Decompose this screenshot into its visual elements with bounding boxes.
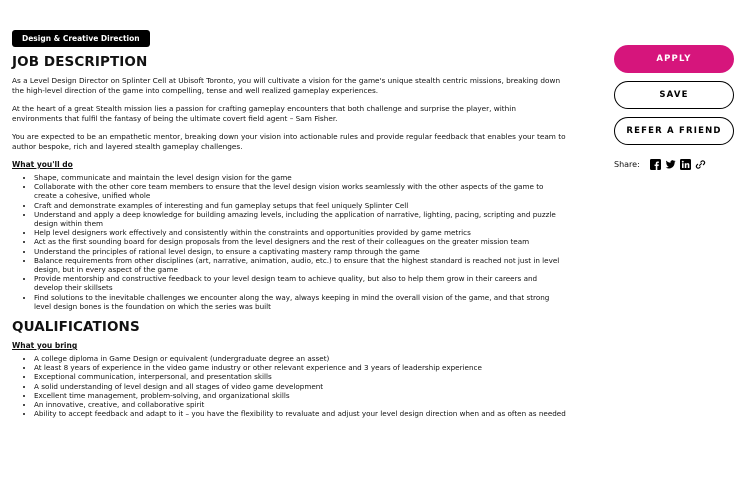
list-item: • Excellent time management, problem-solving, and organizational skills (34, 391, 567, 400)
list-item: • Balance requirements from other disciplines (art, narrative, animation, audio, etc.) to ensure that the highest standard is reached not just in level design, but in every aspect of the game (34, 256, 567, 274)
list-item: • Provide mentorship and constructive feedback to your level design team to achieve quality, but also to help them grow in their careers and develop their skillsets (34, 274, 567, 292)
list-item: • Act as the first sounding board for design proposals from the level designers and the rest of their colleagues on the greater mission team (34, 237, 567, 246)
list-item: • Find solutions to the inevitable challenges we encounter along the way, always keeping in mind the overall vision of the game, and that strong level design bones is the foundation on which the series was built (34, 293, 567, 311)
what-youll-do-subhead: What you'll do (12, 160, 73, 169)
refer-a-friend-button[interactable]: REFER A FRIEND (614, 117, 734, 145)
responsibilities-list (12, 173, 567, 311)
facebook-icon[interactable] (650, 159, 661, 170)
list-item: • At least 8 years of experience in the video game industry or other relevant experience and 3 years of leadership experience (34, 363, 567, 372)
share-row (614, 159, 734, 170)
list-item: • Collaborate with the other core team members to ensure that the level design vision works seamlessly with the other aspects of the game to create a cohesive, unified whole (34, 182, 567, 200)
description-paragraph: You are expected to be an empathetic mentor, breaking down your vision into actionable rules and provide regular feedback that enables your team to author bespoke, rich and layered stealth gameplay challenges. (12, 132, 566, 151)
category-tag: Design & Creative Direction (12, 30, 150, 47)
link-icon[interactable] (695, 159, 706, 170)
list-item: • Ability to accept feedback and adapt to it – you have the flexibility to revaluate and adjust your level design direction when and as often as needed (34, 409, 567, 418)
list-item: • Help level designers work effectively and consistently within the constraints and opportunities provided by game metrics (34, 228, 567, 237)
qualifications-list (12, 354, 567, 418)
job-content (12, 26, 567, 426)
twitter-icon[interactable] (665, 159, 676, 170)
list-item: • Craft and demonstrate examples of interesting and fun gameplay setups that feel uniquely Splinter Cell (34, 201, 567, 210)
share-label: Share: (614, 160, 640, 169)
list-item: • Exceptional communication, interpersonal, and presentation skills (34, 372, 567, 381)
description-paragraph: At the heart of a great Stealth mission lies a passion for crafting gameplay encounters that both challenge and surprise the player, within environments that fulfil the fantasy of being the ultimate covert field agent – Sam Fisher. (12, 104, 516, 123)
list-item: • Shape, communicate and maintain the level design vision for the game (34, 173, 567, 182)
apply-button[interactable]: APPLY (614, 45, 734, 73)
linkedin-icon[interactable] (680, 159, 691, 170)
qualifications-heading: QUALIFICATIONS (12, 319, 140, 336)
list-item: • A solid understanding of level design and all stages of video game development (34, 382, 567, 391)
save-button[interactable]: SAVE (614, 81, 734, 109)
list-item: • Understand the principles of rational level design, to ensure a captivating mastery ramp through the game (34, 247, 567, 256)
job-description-heading: JOB DESCRIPTION (12, 54, 148, 70)
action-sidebar (614, 45, 734, 170)
list-item: • Understand and apply a deep knowledge for building amazing levels, including the application of narrative, lighting, pacing, scripting and puzzle design within them (34, 210, 567, 228)
list-item: • A college diploma in Game Design or equivalent (undergraduate degree an asset) (34, 354, 567, 363)
description-paragraph: As a Level Design Director on Splinter Cell at Ubisoft Toronto, you will cultivate a vision for the game's unique stealth centric missions, breaking down the high-level direction of the game into compelling, tense and well realized gameplay experiences. (12, 76, 561, 95)
what-you-bring-subhead: What you bring (12, 341, 78, 351)
list-item: • An innovative, creative, and collaborative spirit (34, 400, 567, 409)
